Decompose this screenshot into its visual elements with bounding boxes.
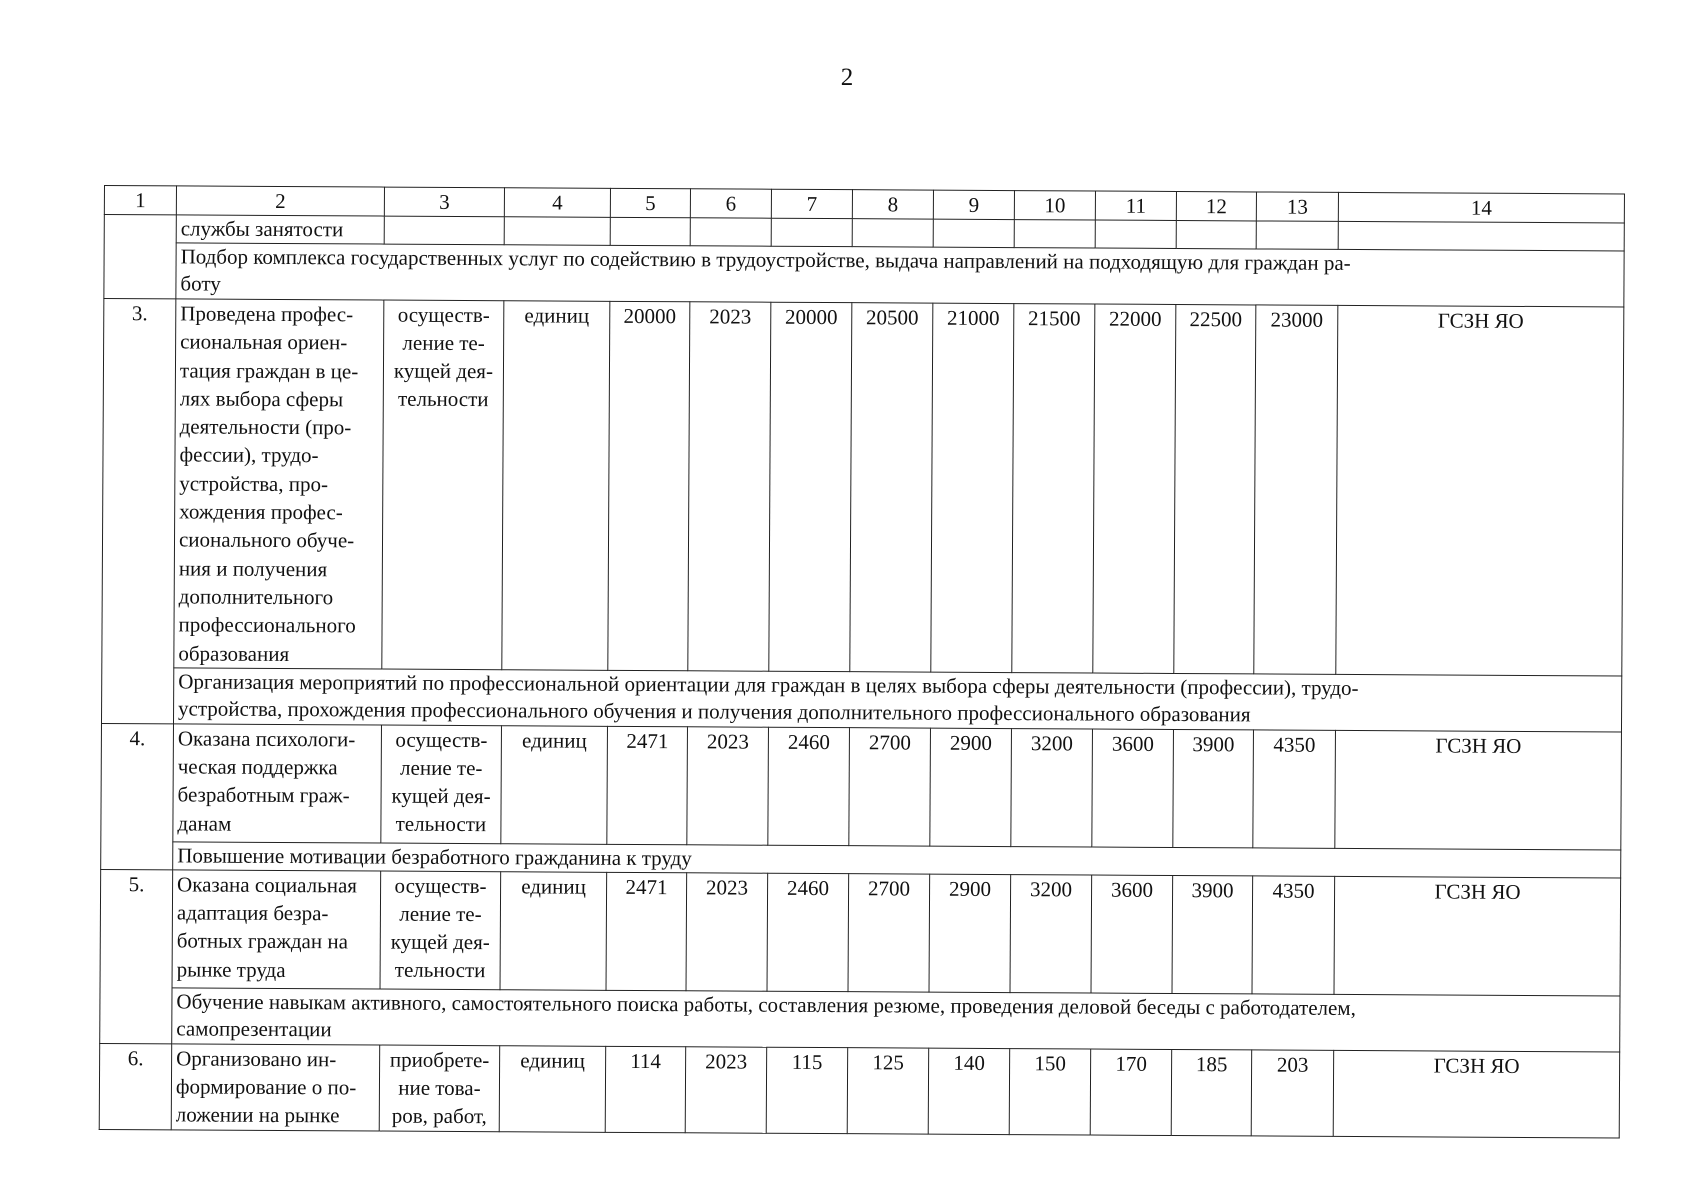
column-number: 13	[1256, 192, 1338, 221]
row-value-cell: 2023	[686, 873, 768, 991]
row-value-cell: 20000	[769, 302, 852, 671]
row-value-cell: 2900	[930, 728, 1012, 846]
row-value-cell: 3900	[1173, 729, 1254, 847]
row-description: Повышение мотивации безработного гражданина к труду	[173, 842, 1621, 878]
row-description: Подбор комплекса государственных услуг по содействию в трудоустройстве, выдача направлений на подходящую для граждан ра- боту	[176, 243, 1624, 307]
row-value-cell: 3600	[1092, 729, 1174, 847]
column-number: 12	[1176, 191, 1256, 220]
table-row	[101, 723, 1622, 849]
row-value-cell: 115	[766, 1047, 847, 1133]
row-type-cell: осуществ- ление те- кущей дея- тельности	[380, 871, 501, 990]
row-type-cell: осуществ- ление те- кущей дея- тельности	[381, 725, 502, 844]
row-number-cell: 4.	[101, 723, 174, 869]
row-description: Организация мероприятий по профессиональной ориентации для граждан в целях выбора сферы деятельности (профессии), трудо- устройства, прохождения профессионального обучения и получения дополнительного профессионального образования	[173, 668, 1621, 732]
table-row	[100, 869, 1621, 995]
column-number: 4	[504, 188, 610, 218]
row-value-cell: 22500	[1174, 304, 1256, 673]
row-value-cell: 2471	[606, 872, 687, 990]
row-value-cell: 3900	[1172, 875, 1253, 993]
row-unit-cell: единиц	[501, 726, 608, 845]
row-name-cell: Проведена профес- сиональная ориен- тация граждан в це- лях выбора сферы деятельности (про- фессии), трудо- устройства, про- хождения профес- сионального обуче- ния и получения дополнительного профессионального образования	[174, 299, 384, 669]
indicators-table	[99, 185, 1625, 1138]
row-value-cell: 114	[605, 1046, 685, 1132]
row-executor-cell: ГСЗН ЯО	[1334, 876, 1621, 996]
row-executor-cell: ГСЗН ЯО	[1335, 730, 1622, 850]
row-value-cell: 2700	[848, 874, 930, 992]
row-number-cell: 3.	[101, 299, 175, 724]
description-row	[104, 243, 1624, 307]
table-row	[102, 299, 1624, 676]
row-value-cell: 185	[1171, 1049, 1251, 1135]
row-name-cell: Оказана психологи- ческая поддержка безработным граж- данам	[173, 724, 382, 843]
row-number-cell	[104, 215, 176, 299]
row-value-cell: 2900	[929, 874, 1011, 992]
row-unit-cell: единиц	[500, 872, 607, 991]
column-number: 5	[610, 188, 690, 217]
row-executor-cell: ГСЗН ЯО	[1336, 305, 1624, 675]
row-name-cell: Оказана социальная адаптация безра- ботных граждан на рынке труда	[172, 870, 381, 989]
column-number: 2	[176, 186, 384, 216]
row-value-cell: 22000	[1093, 304, 1176, 673]
row-value-cell: 125	[847, 1048, 928, 1134]
row-value-cell: 2471	[607, 726, 688, 844]
row-unit-cell: единиц	[502, 301, 610, 670]
row-value-cell: 2460	[768, 727, 850, 845]
row-value-cell: 2023	[688, 302, 771, 671]
column-number: 10	[1014, 191, 1095, 220]
row-name-cell: Организовано ин- формирование о по- ложении на рынке	[171, 1044, 379, 1131]
row-value-cell: 2700	[849, 728, 931, 846]
row-value-cell: 150	[1009, 1048, 1090, 1134]
row-value-cell: 20000	[608, 301, 690, 670]
column-number: 1	[104, 186, 176, 215]
row-value-cell: 23000	[1254, 305, 1338, 674]
description-row	[101, 667, 1621, 731]
row-value-cell: 3200	[1010, 874, 1092, 992]
column-number: 6	[690, 189, 771, 218]
row-value-cell: 20500	[850, 303, 933, 672]
row-value-cell: 2023	[687, 727, 769, 845]
row-executor-cell: ГСЗН ЯО	[1333, 1050, 1619, 1138]
column-number: 3	[384, 187, 504, 217]
row-value-cell: 2460	[767, 873, 849, 991]
row-value-cell: 21500	[1012, 304, 1095, 673]
row-value-cell: 3600	[1091, 875, 1173, 993]
row-type-cell: приобрете- ние това- ров, работ,	[379, 1045, 499, 1132]
row-name-cell: службы занятости	[176, 215, 384, 244]
row-value-cell: 4350	[1252, 876, 1335, 994]
row-description: Обучение навыкам активного, самостоятельного поиска работы, составления резюме, проведения деловой беседы с работодателем, самопрезентации	[172, 988, 1620, 1052]
description-row	[100, 987, 1620, 1051]
row-number-cell: 5.	[100, 869, 173, 1043]
row-value-cell: 203	[1251, 1050, 1333, 1136]
column-number: 8	[852, 190, 933, 219]
row-value-cell: 170	[1090, 1049, 1171, 1135]
row-value-cell: 2023	[685, 1047, 766, 1133]
column-number: 11	[1095, 191, 1176, 220]
row-value-cell: 21000	[931, 303, 1014, 672]
row-value-cell: 140	[928, 1048, 1009, 1134]
row-type-cell: осуществ- ление те- кущей дея- тельности	[382, 300, 504, 670]
row-unit-cell: единиц	[499, 1046, 605, 1133]
row-number-cell: 6.	[99, 1043, 171, 1129]
table-row	[99, 1043, 1619, 1137]
column-number: 9	[933, 190, 1014, 219]
column-number: 14	[1338, 192, 1624, 223]
row-value-cell: 4350	[1253, 730, 1336, 848]
document-sheet	[99, 185, 1624, 1138]
column-number: 7	[771, 189, 852, 218]
row-value-cell: 3200	[1011, 728, 1093, 846]
page-number: 2	[840, 64, 854, 91]
